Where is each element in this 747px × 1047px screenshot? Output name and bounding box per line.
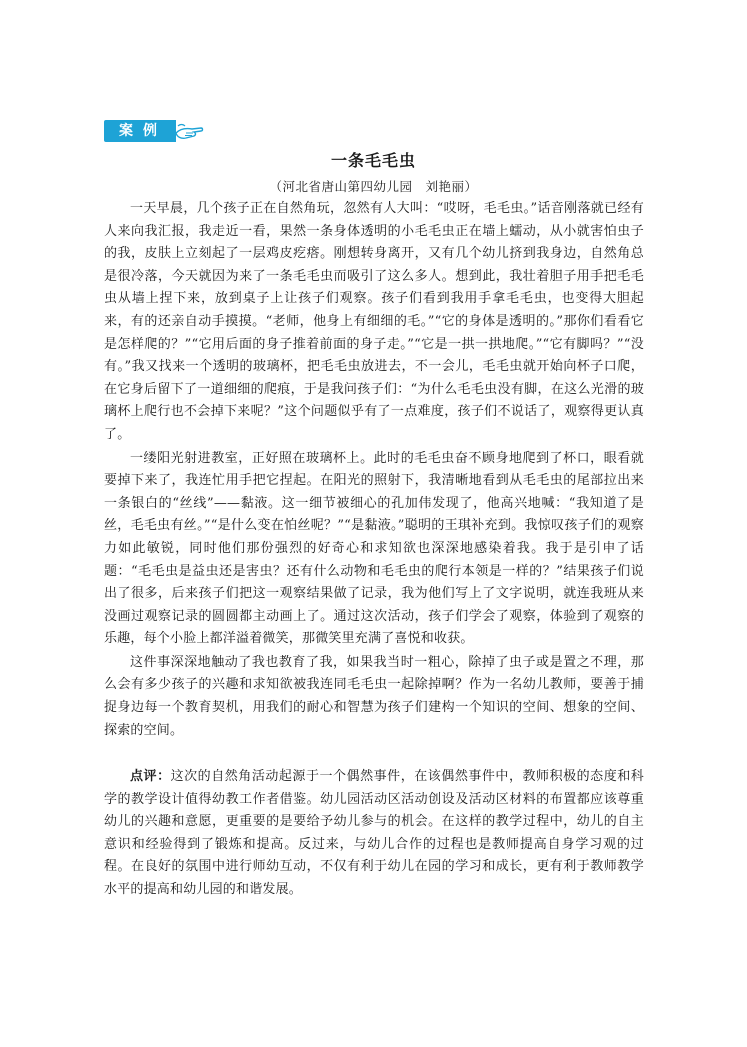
pointing-hand-icon bbox=[174, 120, 204, 142]
review-text: 这次的自然角活动起源于一个偶然事件，在该偶然事件中，教师积极的态度和科学的教学设计值得幼教工作者借鉴。幼儿园活动区活动创设及活动区材料的布置都应该尊重幼儿的兴趣和意愿，更重要的是要给予幼儿参与的机会。在这样的教学过程中，幼儿的自主意识和经验得到了锻炼和提高。反过来，与幼儿合作的过程也是教师提高自身学习观的过程。在良好的氛围中进行师幼互动，不仅有利于幼儿在园的学习和成长，更有利于教师教学水平的提高和幼儿园的和谐发展。 bbox=[104, 769, 644, 897]
paragraph: 一缕阳光射进教室，正好照在玻璃杯上。此时的毛毛虫奋不顾身地爬到了杯口，眼看就要掉下来了，我连忙用手把它捏起。在阳光的照射下，我清晰地看到从毛毛虫的尾部拉出来一条银白的“丝线”——黏液。这一细节被细心的孔加伟发现了，他高兴地喊：“我知道了是丝，毛毛虫有丝。”“是什么变在怕丝呢？”“是黏液。”聪明的王琪补充到。我惊叹孩子们的观察力如此敏锐，同时他们那份强烈的好奇心和求知欲也深深地感染着我。我于是引申了话题：“毛毛虫是益虫还是害虫？还有什么动物和毛毛虫的爬行本领是一样的？”结果孩子们说出了很多，后来孩子们把这一观察结果做了记录，我为他们写上了文字说明，就连我班从来没画过观察记录的圆圆都主动画上了。通过这次活动，孩子们学会了观察，体验到了观察的乐趣，每个小脸上都洋溢着微笑，那微笑里充满了喜悦和收获。 bbox=[104, 450, 644, 647]
paragraph: 这件事深深地触动了我也教育了我，如果我当时一粗心，除掉了虫子或是置之不理，那么会有多少孩子的兴趣和求知欲被我连同毛毛虫一起除掉啊？作为一名幼儿教师，要善于捕捉身边每一个教育契机，用我们的耐心和智慧为孩子们建构一个知识的空间、想象的空间、探索的空间。 bbox=[104, 654, 644, 738]
review-paragraph bbox=[104, 766, 644, 902]
article-title: 一条毛毛虫 bbox=[330, 151, 416, 170]
section-badge-label: 案例 bbox=[104, 120, 176, 142]
paragraph: 一天早晨，几个孩子正在自然角玩，忽然有人大叫：“哎呀，毛毛虫。”话音刚落就已经有人来向我汇报，我走近一看，果然一条身体透明的小毛毛虫正在墙上蠕动，从小就害怕虫子的我，皮肤上立刻起了一层鸡皮疙瘩。刚想转身离开，又有几个幼儿挤到我身边，自然角总是很冷落，今天就因为来了一条毛毛虫而吸引了这么多人。想到此，我壮着胆子用手把毛毛虫从墙上捏下来，放到桌子上让孩子们观察。孩子们看到我用手拿毛毛虫，也变得大胆起来，有的还亲自动手摸摸。“老师，他身上有细细的毛。”“它的身体是透明的。”那你们看看它是怎样爬的？”“它用后面的身子推着前面的身子走。”“它是一拱一拱地爬。”“它有脚吗？”“没有。”我又找来一个透明的玻璃杯，把毛毛虫放进去，不一会儿，毛毛虫就开始向杯子口爬，在它身后留下了一道细细的爬痕，于是我问孩子们：“为什么毛毛虫没有脚，在这么光滑的玻璃杯上爬行也不会掉下来呢？”这个问题似乎有了一点难度，孩子们不说话了，观察得更认真了。 bbox=[104, 201, 644, 442]
review-section bbox=[104, 766, 644, 902]
review-label: 点评： bbox=[130, 769, 171, 784]
article-byline: （河北省唐山第四幼儿园 刘艳丽） bbox=[269, 179, 478, 194]
article-body bbox=[104, 198, 644, 743]
section-badge bbox=[104, 120, 204, 142]
